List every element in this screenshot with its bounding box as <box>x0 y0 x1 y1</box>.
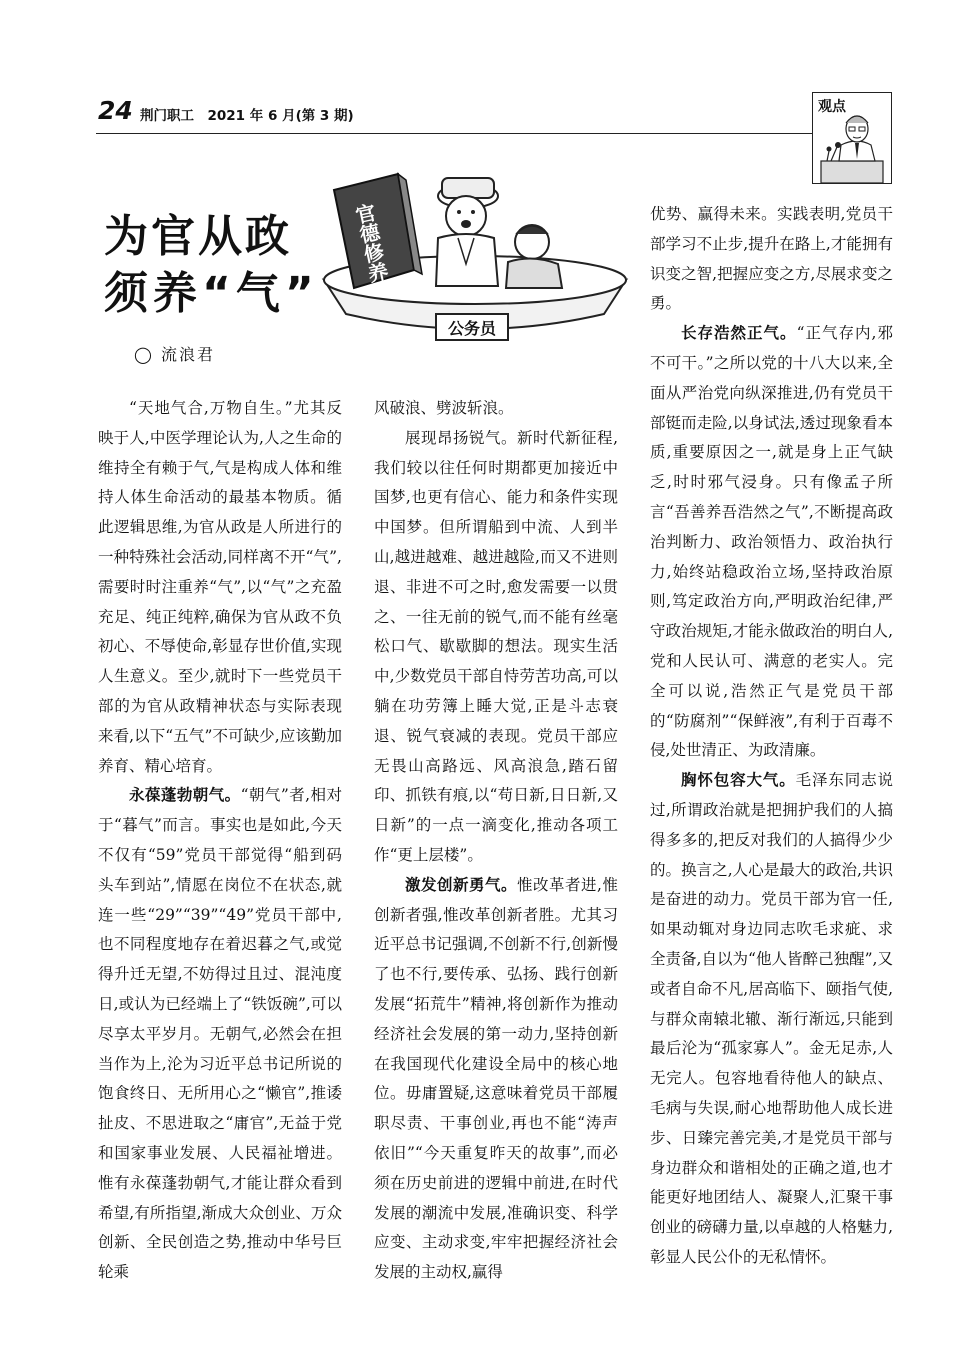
header-rule <box>96 133 812 134</box>
paragraph-body: 惟改革者进,惟创新者强,惟改革创新者胜。尤其习近平总书记强调,不创新不行,创新慢了也不行,要传承、弘扬、践行创新发展“拓荒牛”精神,将创新作为推动经济社会发展的第一动力,坚持创新在我国现代化建设全局中的核心地位。毋庸置疑,这意味着党员干部履职尽责、干事创业,再也不能“涛声依旧”“今天重复昨天的故事”,而必须在历史前进的逻辑中前进,在时代发展的潮流中发展,准确识变、科学应变、主动求变,牢牢把握经济社会发展的主动权,赢得 <box>374 875 618 1282</box>
paragraph <box>650 319 893 766</box>
paragraph: “天地气合,万物自生。”尤其反映于人,中医学理论认为,人之生命的维持全有赖于气,气是构成人体和维持人体生命活动的最基本物质。循此逻辑思维,为官从政是人所进行的一种特殊社会活动,同样离不开“气”,需要时时注重养“气”,以“气”之充盈充足、纯正纯粹,确保为官从政不负初心、不辱使命,彰显存世价值,实现人生意义。至少,就时下一些党员干部的为官从政精神状态与实际表现来看,以下“五气”不可缺少,应该勤加养育、精心培育。 <box>98 399 342 775</box>
page-number: 24 <box>98 96 133 125</box>
paragraph <box>98 781 342 1288</box>
bowl-label: 公务员 <box>447 319 497 338</box>
paragraph <box>374 871 618 1288</box>
author-byline: ◯ 流浪君 <box>134 345 215 364</box>
paragraph-body: “正气存内,邪不可干。”之所以党的十八大以来,全面从严治党向纵深推进,仍有党员干部铤而走险,以身试法,透过现象看本质,重要原因之一,就是身上正气缺乏,时时邪气浸身。只有像孟子所言“吾善养吾浩然之气”,不断提高政治判断力、政治领悟力、政治执行力,始终站稳政治立场,坚持政治原则,笃定政治方向,严明政治纪律,严守政治规矩,才能永做政治的明白人,党和人民认可、满意的老实人。完全可以说,浩然正气是党员干部的“防腐剂”“保鲜液”,有利于百毒不侵,处世清正、为政清廉。 <box>650 324 893 760</box>
article-column-3 <box>650 200 893 1273</box>
subheading: 胸怀包容大气。 <box>681 771 796 790</box>
publication-info: 荆门职工 2021 年 6 月(第 3 期) <box>140 108 354 124</box>
paragraph: 优势、赢得未来。实践表明,党员干部学习不止步,提升在路上,才能拥有识变之智,把握应变之方,尽展求变之勇。 <box>650 205 893 313</box>
paragraph <box>650 766 893 1273</box>
paragraph-body: “朝气”者,相对于“暮气”而言。事实也是如此,今天不仅有“59”党员干部觉得“船到码头车到站”,情愿在岗位不在状态,就连一些“29”“39”“49”党员干部中,也不同程度地存在着迟暮之气,或觉得升迁无望,不妨得过且过、混沌度日,或认为已经端上了“铁饭碗”,可以尽享太平岁月。无朝气,必然会在担当作为上,沦为习近平总书记所说的饱食终日、无所用心之“懒官”,推诿扯皮、不思进取之“庸官”,无益于党和国家事业发展、人民福祉增进。惟有永葆蓬勃朝气,才能让群众看到希望,有所指望,渐成大众创业、万众创新、全民创造之势,推动中华号巨轮乘 <box>98 786 342 1282</box>
article-title-line-1: 为官从政 <box>104 211 292 262</box>
subheading: 长存浩然正气。 <box>681 324 797 343</box>
section-badge <box>812 92 892 184</box>
book-cover-text: 官德修养 <box>350 201 391 285</box>
article-column-1 <box>98 394 342 1288</box>
subheading: 永葆蓬勃朝气。 <box>129 786 241 805</box>
article-column-2 <box>374 394 618 1288</box>
paragraph: 展现昂扬锐气。新时代新征程,我们较以往任何时期都更加接近中国梦,也更有信心、能力和条件实现中国梦。但所谓船到中流、人到半山,越进越难、越进越险,而又不进则退、非进不可之时,愈发需要一以贯之、一往无前的锐气,而不能有丝毫松口气、歇歇脚的想法。现实生活中,少数党员干部自恃劳苦功高,可以躺在功劳簿上睡大觉,正是斗志衰退、锐气衰减的表现。党员干部应无畏山高路远、风高浪急,踏石留印、抓铁有痕,以“苟日新,日日新,又日新”的一点一滴变化,推动各项工作“更上层楼”。 <box>374 428 618 864</box>
paragraph-body: 毛泽东同志说过,所谓政治就是把拥护我们的人搞得多多的,把反对我们的人搞得少少的。换言之,人心是最大的政治,共识是奋进的动力。党员干部为官一任,如果动辄对身边同志吹毛求疵、求全责备,自以为“他人皆醉己独醒”,又或者自命不凡,居高临下、颐指气使,与群众南辕北辙、渐行渐远,只能到最后沦为“孤家寡人”。金无足赤,人无完人。包容地看待他人的缺点、毛病与失误,耐心地帮助他人成长进步、日臻完善完美,才是党员干部与身边群众和谐相处的正确之道,也才能更好地团结人、凝聚人,汇聚干事创业的磅礴力量,以卓越的人格魅力,彰显人民公仆的无私情怀。 <box>650 771 893 1266</box>
speaker-portrait-icon <box>813 93 891 183</box>
section-label: 观点 <box>818 99 846 115</box>
cartoon-illustration <box>318 168 632 358</box>
article-title-line-2: 须养“气” <box>104 268 319 319</box>
subheading: 激发创新勇气。 <box>405 875 518 894</box>
paragraph: 风破浪、劈波斩浪。 <box>374 399 514 417</box>
